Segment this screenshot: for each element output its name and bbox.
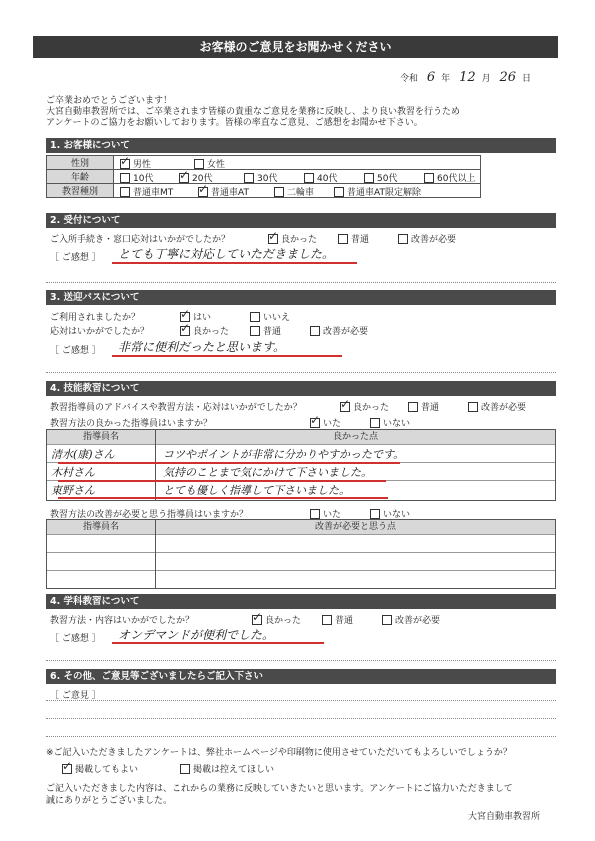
- course-option-at-removal[interactable]: 普通車AT限定解除: [334, 185, 421, 198]
- underline-mark: [112, 642, 324, 644]
- date-era: 令和: [400, 74, 419, 84]
- section-skill-header: 4. 技能教習について: [46, 381, 556, 396]
- underline-mark: [112, 355, 342, 357]
- checkbox-icon: [398, 234, 408, 244]
- date-month: 12: [459, 70, 476, 85]
- bus-comment-label: ［ ご感想 ］: [50, 346, 101, 356]
- classroom-comment[interactable]: オンデマンドが便利でした。: [118, 628, 275, 642]
- checkbox-icon: [120, 187, 130, 197]
- bad-instructor-table: [46, 519, 556, 589]
- intro-line: アンケートのご協力をお願いしております。皆様の率直なご意見、ご感想をお聞かせ下さい。: [46, 118, 423, 128]
- checkbox-icon: [322, 615, 332, 625]
- good-instructor-point[interactable]: コツやポイントが非常に分かりやすかったです。: [163, 448, 405, 461]
- checkbox-icon: [370, 509, 380, 519]
- good-instructor-question: 教習方法の良かった指導員はいますか？: [50, 419, 213, 429]
- course-option-at[interactable]: ✓ 普通車AT: [198, 185, 249, 198]
- checkbox-icon: [338, 234, 348, 244]
- skill-option-good[interactable]: ✓ 良かった: [340, 400, 389, 413]
- instructor-name-header: 指導員名: [47, 430, 156, 444]
- bus-usage-no[interactable]: いいえ: [250, 310, 290, 323]
- checkbox-icon: [310, 509, 320, 519]
- checkbox-icon: [304, 173, 314, 183]
- comment-line: [46, 372, 556, 373]
- date-day: 26: [499, 70, 517, 85]
- reception-comment-label: ［ ご感想 ］: [50, 253, 101, 263]
- skill-instructor-question: 教習指導員のアドバイスや教習方法・応対はいかがでしたか？: [50, 403, 302, 413]
- course-type-label: 教習種別: [47, 184, 114, 198]
- checkbox-icon: [382, 615, 392, 625]
- age-option-40s[interactable]: 40代: [304, 171, 337, 184]
- comment-line[interactable]: [46, 718, 556, 719]
- company-name: 大宮自動車教習所: [468, 812, 541, 822]
- checkbox-icon: [334, 187, 344, 197]
- instructor-name-header: 指導員名: [47, 520, 156, 534]
- checkbox-icon: [274, 187, 284, 197]
- age-option-30s[interactable]: 30代: [244, 171, 277, 184]
- underline-mark: [112, 262, 357, 264]
- bad-instructor-no[interactable]: いない: [370, 507, 410, 520]
- bus-usage-question: ご利用されましたか？: [50, 313, 141, 323]
- comment-line[interactable]: [46, 736, 556, 737]
- classroom-option-improve[interactable]: 改善が必要: [382, 613, 440, 626]
- age-option-60s[interactable]: 60代以上: [424, 171, 475, 184]
- bus-service-improve[interactable]: 改善が必要: [310, 324, 368, 337]
- thanks-line: ご記入いただきました内容は、これからの業務に反映していきたいと思います。アンケートにご協力いただきまして: [46, 784, 513, 794]
- section-bus-header: 3. 送迎バスについて: [46, 290, 556, 305]
- comment-line: [46, 282, 556, 283]
- other-comment-label: ［ ご意見 ］: [50, 691, 101, 701]
- section-other-header: 6. その他、ご意見等ございましたらご記入下さい: [46, 669, 556, 684]
- section-reception-header: 2. 受付について: [46, 213, 556, 228]
- classroom-option-good[interactable]: ✓ 良かった: [252, 613, 301, 626]
- publication-option-allow[interactable]: ✓掲載してもよい: [62, 762, 138, 775]
- age-option-20s[interactable]: ✓ 20代: [179, 171, 212, 184]
- bus-service-normal[interactable]: 普通: [250, 324, 281, 337]
- age-option-10s[interactable]: 10代: [120, 171, 153, 184]
- bus-comment[interactable]: 非常に便利だったと思います。: [118, 340, 286, 354]
- bus-service-question: 応対はいかがでしたか？: [50, 327, 150, 337]
- page-title: お客様のご意見をお聞かせください: [33, 36, 558, 58]
- intro-line: 大宮自動車教習所では、ご卒業されます皆様の貴重なご意見を業務に反映し、より良い教習を行うため: [46, 107, 461, 117]
- good-instructor-name[interactable]: 東野さん: [51, 484, 95, 497]
- checkbox-icon: [310, 326, 320, 336]
- good-instructor-point[interactable]: 気持のことまで気にかけて下さいました。: [163, 466, 372, 479]
- checkbox-icon: [468, 402, 478, 412]
- intro-line: ご卒業おめでとうございます！: [46, 96, 173, 106]
- checkbox-checked-icon: [198, 187, 208, 197]
- underline-mark: [58, 480, 386, 482]
- checkbox-checked-icon: [268, 234, 278, 244]
- underline-mark: [58, 462, 400, 464]
- gender-option-male[interactable]: ✓ 男性: [120, 157, 151, 170]
- gender-label: 性別: [47, 156, 114, 170]
- classroom-comment-label: ［ ご感想 ］: [50, 634, 101, 644]
- checkbox-icon: [408, 402, 418, 412]
- comment-line: [46, 660, 556, 661]
- section-customer-header: 1. お客様について: [46, 138, 556, 153]
- good-instructor-name[interactable]: 木村さん: [51, 466, 95, 479]
- good-instructor-yes[interactable]: ✓ いた: [310, 416, 341, 429]
- date-year: 6: [426, 70, 436, 85]
- customer-info-table: [46, 155, 481, 198]
- bad-instructor-question: 教習方法の改善が必要と思う指導員はいますか？: [50, 510, 249, 520]
- age-option-50s[interactable]: 50代: [364, 171, 397, 184]
- classroom-option-normal[interactable]: 普通: [322, 613, 353, 626]
- comment-line[interactable]: [46, 700, 556, 701]
- reception-comment[interactable]: とても丁寧に対応していただきました。: [118, 247, 335, 261]
- date-month-unit: 月: [481, 74, 491, 84]
- survey-date: [400, 70, 531, 85]
- checkbox-icon: [250, 326, 260, 336]
- checkbox-icon: [370, 418, 380, 428]
- course-option-mt[interactable]: 普通車MT: [120, 185, 173, 198]
- gender-option-female[interactable]: 女性: [194, 157, 225, 170]
- improve-point-header: 改善が必要と思う点: [156, 520, 555, 534]
- bus-usage-yes[interactable]: ✓ はい: [180, 310, 211, 323]
- reception-option-improve[interactable]: 改善が必要: [398, 232, 456, 245]
- underline-mark: [58, 497, 388, 499]
- intro-text: [46, 96, 460, 129]
- classroom-question: 教習方法・内容はいかがでしたか？: [50, 616, 195, 626]
- bus-service-good[interactable]: ✓ 良かった: [180, 324, 229, 337]
- checkbox-icon: [364, 173, 374, 183]
- checkbox-icon: [250, 312, 260, 322]
- checkbox-icon: [120, 173, 130, 183]
- age-label: 年齢: [47, 170, 114, 184]
- bad-instructor-yes[interactable]: いた: [310, 507, 341, 520]
- reception-option-normal[interactable]: 普通: [338, 232, 369, 245]
- good-point-header: 良かった点: [156, 430, 555, 444]
- checkbox-checked-icon: [252, 615, 262, 625]
- publication-question: ※ご記入いただきましたアンケートは、弊社ホームページや印刷物に使用させていただいてもよろしいでしょうか？: [46, 748, 512, 758]
- good-instructor-no[interactable]: いない: [370, 416, 410, 429]
- checkbox-icon: [244, 173, 254, 183]
- checkbox-icon: [180, 764, 190, 774]
- reception-option-good[interactable]: ✓ 良かった: [268, 232, 317, 245]
- checkbox-icon: [424, 173, 434, 183]
- checkbox-checked-icon: [340, 402, 350, 412]
- checkbox-checked-icon: [180, 326, 190, 336]
- checkbox-checked-icon[interactable]: [120, 159, 130, 169]
- good-instructor-table: [46, 429, 556, 501]
- checkbox-checked-icon: [310, 418, 320, 428]
- date-day-unit: 日: [522, 74, 532, 84]
- date-year-unit: 年: [441, 74, 451, 84]
- good-instructor-point[interactable]: とても優しく指導して下さいました。: [163, 484, 350, 497]
- course-option-motorcycle[interactable]: 二輪車: [274, 185, 314, 198]
- checkbox-checked-icon: [62, 764, 72, 774]
- good-instructor-name[interactable]: 清水(康)さん: [51, 448, 115, 461]
- checkbox-checked-icon: [179, 173, 189, 183]
- reception-question: ご入所手続き・窓口応対はいかがでしたか？: [50, 235, 231, 245]
- section-classroom-header: 4. 学科教習について: [46, 594, 556, 609]
- skill-option-normal[interactable]: 普通: [408, 400, 439, 413]
- checkbox-icon[interactable]: [194, 159, 204, 169]
- thanks-line: 誠にありがとうございました。: [46, 796, 173, 806]
- publication-option-decline[interactable]: 掲載は控えてほしい: [180, 762, 274, 775]
- skill-option-improve[interactable]: 改善が必要: [468, 400, 526, 413]
